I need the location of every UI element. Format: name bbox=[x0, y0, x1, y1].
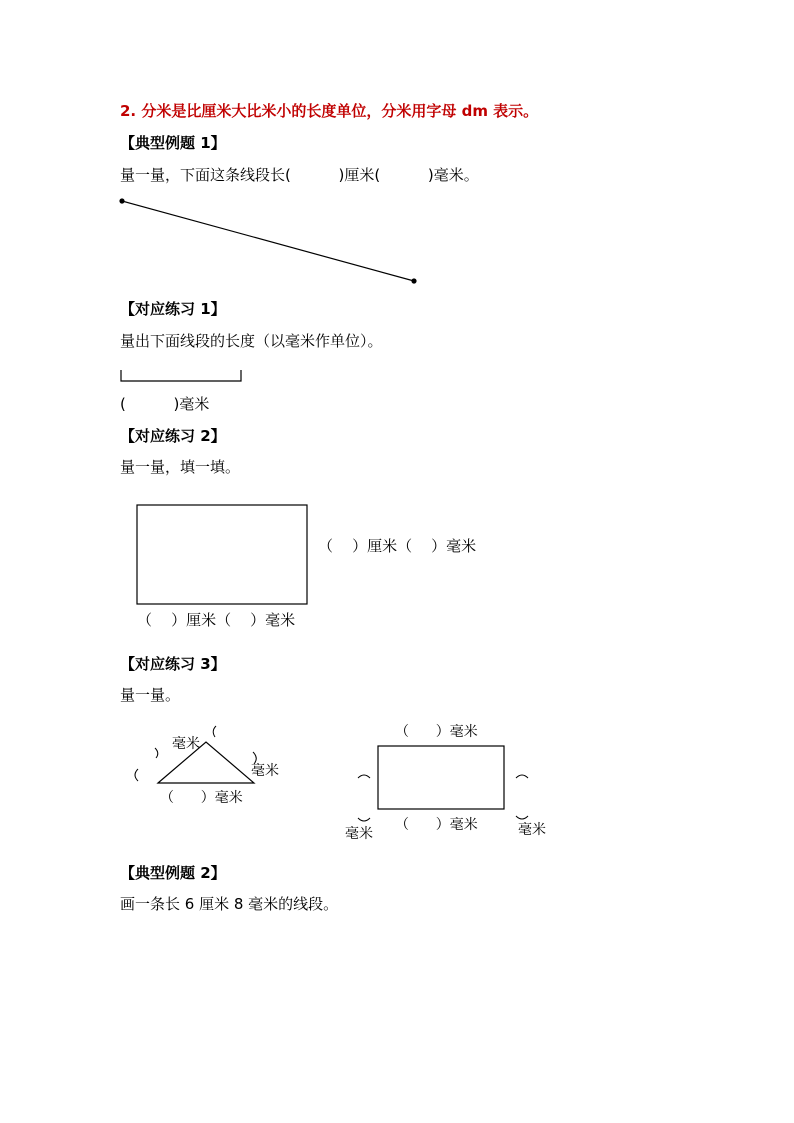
triangle-right-paren-open bbox=[213, 726, 216, 737]
example2-heading: 【典型例题 2】 bbox=[120, 864, 226, 882]
practice1-segment bbox=[121, 370, 241, 381]
rect-left-paren-close bbox=[358, 818, 370, 821]
segment-endpoint-start bbox=[119, 198, 124, 203]
practice1-answer: ( )毫米 bbox=[120, 395, 210, 413]
triangle-right-side-unit: 毫米 bbox=[251, 763, 279, 779]
example1-heading: 【典型例题 1】 bbox=[120, 134, 226, 152]
practice2-side-answer: （ ）厘米（ ）毫米 bbox=[318, 537, 477, 555]
practice3-triangle bbox=[158, 742, 254, 783]
practice2-question: 量一量，填一填。 bbox=[120, 458, 241, 476]
rect-right-paren-close bbox=[516, 816, 528, 819]
rect-left-paren-open bbox=[358, 775, 370, 778]
practice2-heading: 【对应练习 2】 bbox=[120, 427, 226, 445]
rect-right-side-unit: 毫米 bbox=[518, 822, 546, 838]
intro-note: 2. 分米是比厘米大比米小的长度单位，分米用字母 dm 表示。 bbox=[120, 102, 539, 120]
practice3-heading: 【对应练习 3】 bbox=[120, 655, 226, 673]
rect-bottom-answer: （ ）毫米 bbox=[395, 817, 478, 833]
practice1-question: 量出下面线段的长度（以毫米作单位）。 bbox=[120, 332, 383, 350]
rect-top-answer: （ ）毫米 bbox=[395, 724, 478, 740]
triangle-left-paren-open bbox=[135, 769, 138, 781]
practice1-heading: 【对应练习 1】 bbox=[120, 300, 226, 318]
triangle-base-answer: （ ）毫米 bbox=[160, 790, 243, 806]
example2-question: 画一条长 6 厘米 8 毫米的线段。 bbox=[120, 895, 339, 913]
example1-question: 量一量，下面这条线段长( )厘米( )毫米。 bbox=[120, 166, 479, 184]
practice3-question: 量一量。 bbox=[120, 686, 181, 704]
practice3-rectangle bbox=[378, 746, 504, 809]
triangle-left-side-unit: 毫米 bbox=[172, 736, 200, 752]
rect-left-side-unit: 毫米 bbox=[345, 826, 373, 842]
example1-segment bbox=[119, 198, 416, 283]
practice2-bottom-answer: （ ）厘米（ ）毫米 bbox=[137, 611, 296, 629]
practice2-rectangle bbox=[137, 505, 307, 604]
triangle-right-paren-close bbox=[253, 752, 256, 764]
triangle-left-paren-close bbox=[155, 748, 158, 758]
rect-right-paren-open bbox=[516, 775, 528, 778]
segment-endpoint-end bbox=[411, 278, 416, 283]
